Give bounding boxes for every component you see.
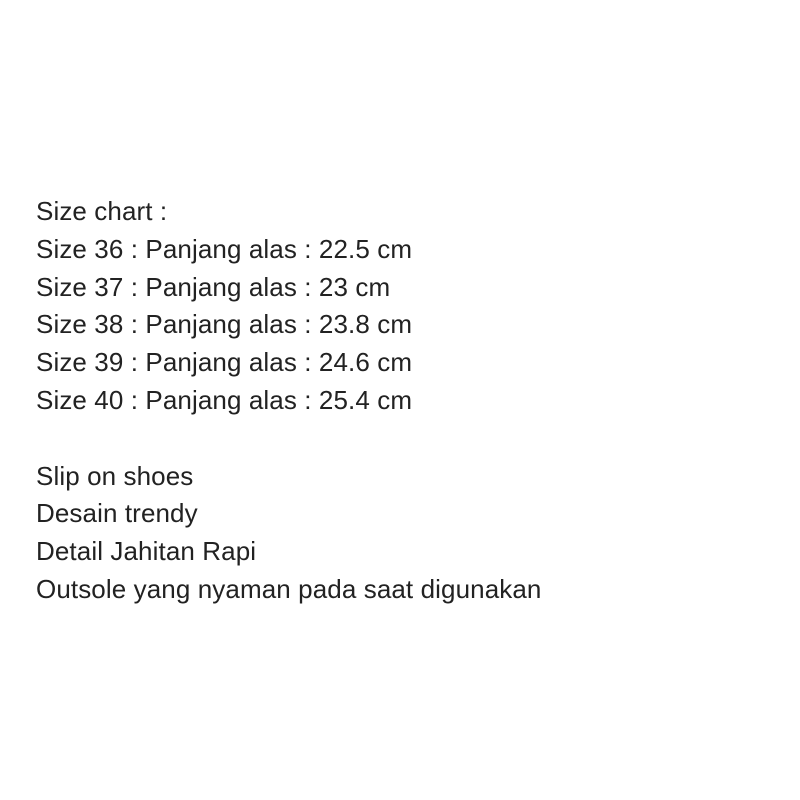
feature-item: Outsole yang nyaman pada saat digunakan xyxy=(36,573,542,604)
size-chart-row: Size 38 : Panjang alas : 23.8 cm xyxy=(36,309,413,340)
feature-item: Slip on shoes xyxy=(36,460,194,491)
size-chart-row: Size 37 : Panjang alas : 23 cm xyxy=(36,271,391,302)
product-description-text xyxy=(36,193,776,609)
size-chart-heading: Size chart : xyxy=(36,196,168,226)
feature-item: Desain trendy xyxy=(36,498,198,529)
feature-item: Detail Jahitan Rapi xyxy=(36,536,257,567)
size-chart-row: Size 36 : Panjang alas : 22.5 cm xyxy=(36,233,413,264)
size-chart-row: Size 40 : Panjang alas : 25.4 cm xyxy=(36,384,413,415)
size-chart-row: Size 39 : Panjang alas : 24.6 cm xyxy=(36,347,413,378)
blank-line-spacer xyxy=(36,420,776,458)
